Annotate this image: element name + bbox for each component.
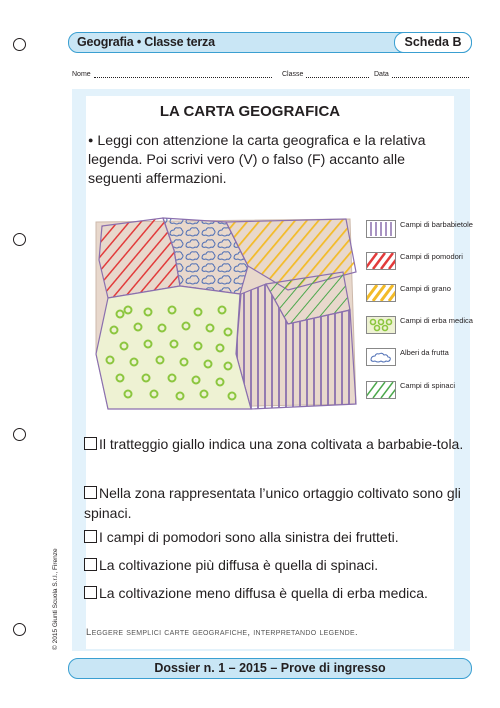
legend-tomatoes — [366, 252, 475, 270]
binder-hole — [13, 38, 26, 51]
legend-fruit-trees — [366, 348, 475, 366]
yellow-diagonal-stripes-swatch-icon — [366, 284, 396, 302]
subject-label: Geografia • Classe terza — [77, 35, 215, 49]
statement-text: La coltivazione meno diffusa è quella di erba medica. — [99, 585, 428, 601]
footer-bar: Dossier n. 1 – 2015 – Prove di ingresso — [68, 658, 472, 679]
statement-text: Il tratteggio giallo indica una zona coltivata a barbabie-tola. — [99, 436, 464, 452]
statement-1 — [84, 435, 469, 455]
legend-beets — [366, 220, 475, 238]
binder-hole — [13, 233, 26, 246]
binder-hole — [13, 428, 26, 441]
farm-map — [88, 214, 360, 414]
legend-label: Alberi da frutta — [400, 348, 449, 357]
answer-checkbox[interactable] — [84, 530, 97, 543]
statement-text: La coltivazione più diffusa è quella di spinaci. — [99, 557, 379, 573]
legend-label: Campi di grano — [400, 284, 451, 293]
legend-spinach — [366, 381, 475, 399]
date-label: Data — [374, 71, 389, 78]
legend-label: Campi di barbabietole — [400, 220, 473, 229]
green-diagonal-stripes-swatch-icon — [366, 381, 396, 399]
page-title: LA CARTA GEOGRAFICA — [159, 103, 341, 120]
instruction-body: Leggi con attenzione la carta geografica e la relativa legenda. Poi scrivi vero (V) o falso (F) accanto alle seguenti affermazioni. — [88, 133, 426, 187]
class-field[interactable] — [282, 70, 369, 78]
sheet-label: Scheda B — [394, 32, 472, 53]
learning-objective: Leggere semplici carte geografiche, interpretando legende. — [86, 627, 358, 638]
class-label: Classe — [282, 71, 304, 78]
legend-label: Campi di pomodori — [400, 252, 463, 261]
student-fields — [72, 70, 470, 82]
legend-label: Campi di erba medica — [400, 316, 473, 325]
blue-cloud-swatch-icon — [366, 348, 396, 366]
statement-text: I campi di pomodori sono alla sinistra dei frutteti. — [99, 529, 399, 545]
legend-wheat — [366, 284, 475, 302]
statement-text: Nella zona rappresentata l’unico ortaggio coltivato sono gli spinaci. — [84, 485, 461, 521]
name-label: Nome — [72, 71, 91, 78]
legend-alfalfa — [366, 316, 475, 334]
answer-checkbox[interactable] — [84, 558, 97, 571]
answer-checkbox[interactable] — [84, 586, 97, 599]
statement-2 — [84, 484, 469, 523]
green-circles-swatch-icon — [366, 316, 396, 334]
legend-label: Campi di spinaci — [400, 381, 456, 390]
name-field[interactable] — [72, 70, 272, 78]
answer-checkbox[interactable] — [84, 486, 97, 499]
statement-5 — [84, 584, 469, 604]
answer-checkbox[interactable] — [84, 437, 97, 450]
instruction-text — [88, 131, 448, 189]
statement-3 — [84, 528, 469, 548]
purple-vertical-stripes-swatch-icon — [366, 220, 396, 238]
bullet-icon: ● — [88, 135, 94, 145]
copyright-notice: © 2015 Giunti Scuola S.r.l., Firenze — [52, 548, 59, 650]
binder-hole — [13, 623, 26, 636]
date-field[interactable] — [374, 70, 469, 78]
statement-4 — [84, 556, 469, 576]
red-diagonal-stripes-swatch-icon — [366, 252, 396, 270]
header-bar — [68, 32, 472, 53]
